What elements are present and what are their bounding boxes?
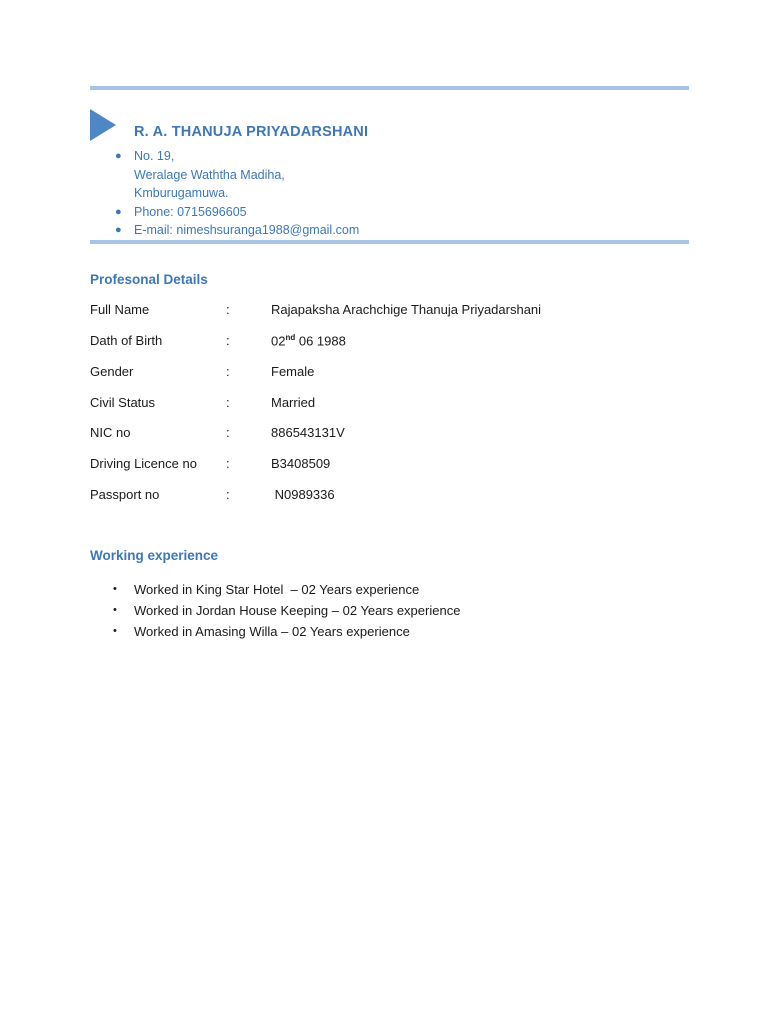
contact-email [115, 221, 360, 240]
birth-month-year: 06 1988 [295, 333, 346, 349]
phone-text: Phone: 0715696605 [134, 204, 247, 219]
detail-colon: : [226, 487, 230, 502]
contact-phone [115, 203, 359, 222]
detail-label: Dath of Birth [90, 333, 163, 348]
detail-colon: : [226, 425, 230, 440]
birth-day: 02 [271, 333, 286, 349]
detail-value: N0989336 [271, 487, 335, 502]
detail-label: Passport no [90, 487, 160, 502]
detail-label: NIC no [90, 425, 131, 440]
detail-value: Married [271, 395, 316, 410]
bullet-icon: ● [115, 150, 122, 162]
experience-text: Worked in Jordan House Keeping – 02 Years experience [134, 603, 461, 618]
detail-value: B3408509 [271, 456, 331, 471]
contact-list [115, 147, 360, 240]
header-bottom-rule [90, 240, 689, 244]
detail-value [271, 333, 346, 348]
detail-label: Civil Status [90, 395, 156, 410]
header-top-rule [90, 86, 689, 90]
working-experience-heading: Working experience [90, 548, 219, 563]
bullet-icon: • [113, 625, 117, 637]
detail-colon: : [226, 395, 230, 410]
birth-day-suffix: nd [285, 333, 296, 342]
detail-colon: : [226, 456, 230, 471]
address-line-3: Kmburugamuwa. [134, 186, 229, 200]
candidate-name: R. A. THANUJA PRIYADARSHANI [134, 124, 369, 140]
detail-label: Gender [90, 364, 134, 379]
bullet-icon: • [113, 604, 117, 616]
contact-address [115, 147, 359, 203]
detail-colon: : [226, 302, 230, 317]
detail-value: Female [271, 364, 315, 379]
email-text: E-mail: nimeshsuranga1988@gmail.com [134, 223, 360, 237]
list-item [113, 600, 461, 621]
list-item [113, 621, 460, 642]
detail-value: Rajapaksha Arachchige Thanuja Priyadarshani [271, 302, 542, 317]
triangle-marker-icon [90, 109, 116, 141]
bullet-icon: ● [115, 224, 122, 236]
experience-list [113, 579, 461, 642]
address-line-2: Weralage Waththa Madiha, [134, 167, 285, 182]
experience-text: Worked in King Star Hotel – 02 Years experience [134, 582, 420, 597]
list-item [113, 579, 460, 600]
detail-label: Full Name [90, 302, 150, 317]
experience-text: Worked in Amasing Willa – 02 Years experience [134, 624, 410, 639]
professional-details-heading: Profesonal Details [90, 272, 208, 287]
detail-colon: : [226, 364, 230, 379]
detail-colon: : [226, 333, 230, 348]
address-line-1: No. 19, [134, 149, 175, 163]
detail-label: Driving Licence no [90, 456, 197, 471]
detail-value: 886543131V [271, 425, 345, 440]
bullet-icon: ● [115, 205, 122, 218]
bullet-icon: • [113, 583, 117, 595]
